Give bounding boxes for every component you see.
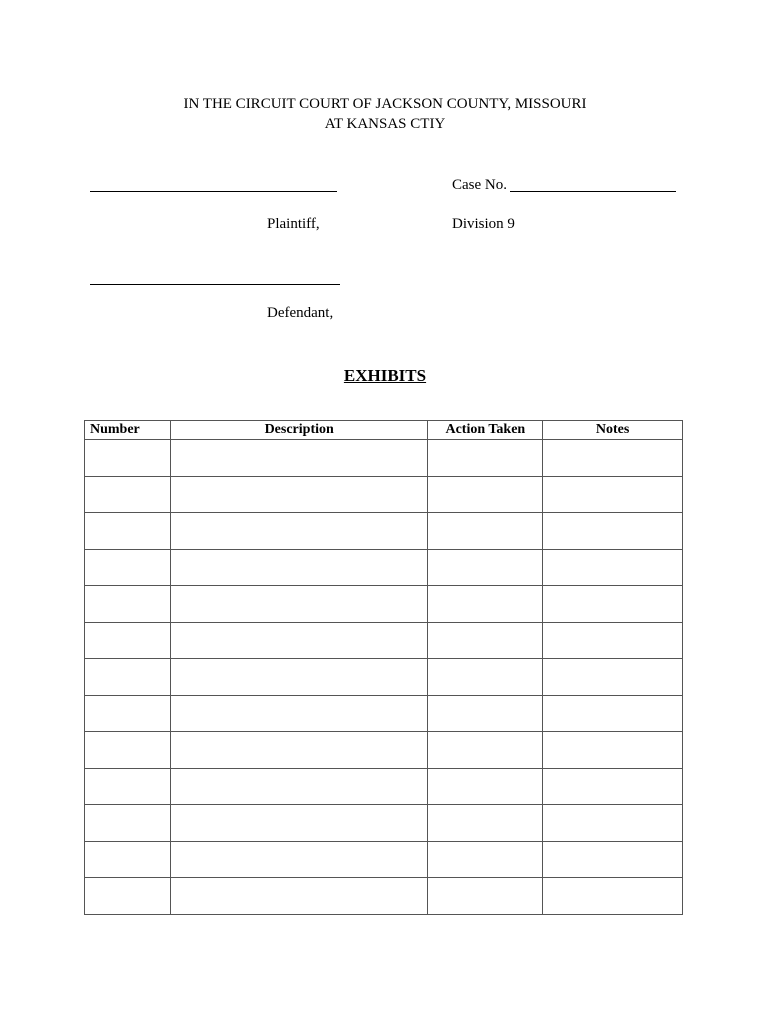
table-row (85, 440, 683, 477)
cell-description[interactable] (170, 513, 428, 550)
plaintiff-label: Plaintiff, (267, 216, 320, 232)
cell-description[interactable] (170, 476, 428, 513)
cell-action-taken[interactable] (428, 732, 543, 769)
court-heading: IN THE CIRCUIT COURT OF JACKSON COUNTY, MISSOURI (183, 96, 587, 112)
exhibits-table (84, 420, 683, 915)
cell-action-taken[interactable] (428, 513, 543, 550)
cell-action-taken[interactable] (428, 878, 543, 915)
cell-description[interactable] (170, 622, 428, 659)
case-no-label: Case No. (452, 177, 507, 193)
column-header-action-taken: Action Taken (428, 421, 543, 440)
cell-notes[interactable] (543, 622, 683, 659)
cell-number[interactable] (85, 440, 171, 477)
cell-number[interactable] (85, 659, 171, 696)
cell-notes[interactable] (543, 513, 683, 550)
table-row (85, 805, 683, 842)
table-row (85, 586, 683, 623)
cell-notes[interactable] (543, 476, 683, 513)
cell-action-taken[interactable] (428, 805, 543, 842)
cell-number[interactable] (85, 586, 171, 623)
defendant-name-field[interactable] (90, 284, 340, 285)
column-header-description: Description (170, 421, 428, 440)
table-row (85, 878, 683, 915)
division-label: Division 9 (452, 216, 515, 232)
plaintiff-name-field[interactable] (90, 191, 337, 192)
cell-description[interactable] (170, 695, 428, 732)
cell-description[interactable] (170, 841, 428, 878)
cell-number[interactable] (85, 513, 171, 550)
cell-number[interactable] (85, 732, 171, 769)
table-row (85, 622, 683, 659)
cell-description[interactable] (170, 878, 428, 915)
cell-number[interactable] (85, 878, 171, 915)
cell-notes[interactable] (543, 768, 683, 805)
cell-action-taken[interactable] (428, 586, 543, 623)
cell-action-taken[interactable] (428, 476, 543, 513)
table-row (85, 732, 683, 769)
column-header-notes: Notes (543, 421, 683, 440)
table-row (85, 768, 683, 805)
table-row (85, 513, 683, 550)
cell-number[interactable] (85, 549, 171, 586)
table-row (85, 695, 683, 732)
cell-notes[interactable] (543, 805, 683, 842)
cell-description[interactable] (170, 440, 428, 477)
cell-number[interactable] (85, 768, 171, 805)
cell-notes[interactable] (543, 659, 683, 696)
cell-notes[interactable] (543, 695, 683, 732)
table-row (85, 476, 683, 513)
cell-notes[interactable] (543, 549, 683, 586)
cell-notes[interactable] (543, 841, 683, 878)
cell-description[interactable] (170, 549, 428, 586)
cell-description[interactable] (170, 586, 428, 623)
cell-action-taken[interactable] (428, 440, 543, 477)
cell-action-taken[interactable] (428, 841, 543, 878)
cell-notes[interactable] (543, 878, 683, 915)
cell-action-taken[interactable] (428, 659, 543, 696)
cell-notes[interactable] (543, 732, 683, 769)
cell-description[interactable] (170, 805, 428, 842)
defendant-label: Defendant, (267, 305, 334, 321)
cell-description[interactable] (170, 732, 428, 769)
table-row (85, 841, 683, 878)
court-location: AT KANSAS CTIY (324, 116, 446, 132)
cell-number[interactable] (85, 841, 171, 878)
cell-number[interactable] (85, 695, 171, 732)
cell-action-taken[interactable] (428, 695, 543, 732)
case-no-field[interactable] (510, 191, 676, 192)
cell-action-taken[interactable] (428, 622, 543, 659)
cell-number[interactable] (85, 805, 171, 842)
table-row (85, 659, 683, 696)
cell-action-taken[interactable] (428, 549, 543, 586)
column-header-number: Number (85, 421, 171, 440)
cell-notes[interactable] (543, 586, 683, 623)
cell-description[interactable] (170, 659, 428, 696)
cell-description[interactable] (170, 768, 428, 805)
cell-notes[interactable] (543, 440, 683, 477)
table-row (85, 549, 683, 586)
cell-number[interactable] (85, 622, 171, 659)
cell-action-taken[interactable] (428, 768, 543, 805)
document-title: EXHIBITS (343, 366, 427, 385)
cell-number[interactable] (85, 476, 171, 513)
